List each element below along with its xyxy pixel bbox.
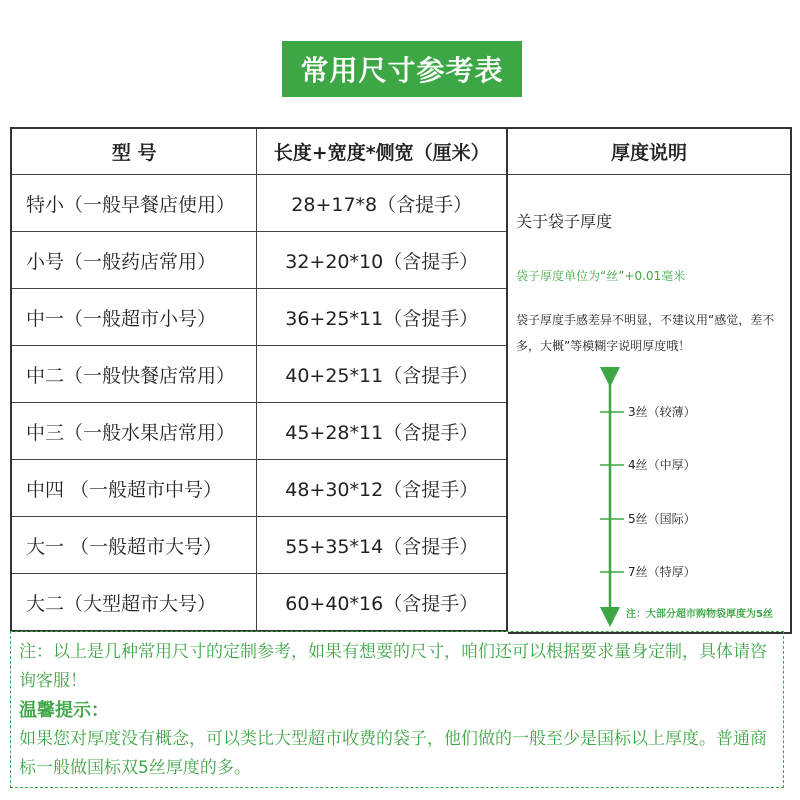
row-model: 特小（一般早餐店使用） bbox=[11, 175, 257, 232]
scale-label: 5丝（国际） bbox=[628, 512, 696, 526]
row-size: 60+40*16（含提手） bbox=[257, 574, 507, 632]
row-model: 大二（大型超市大号） bbox=[11, 574, 257, 632]
scale-label: 7丝（特厚） bbox=[628, 565, 696, 579]
table-row bbox=[11, 574, 507, 632]
remark-tip-body: 如果您对厚度没有概念，可以类比大型超市收费的袋子，他们做的一般至少是国标以上厚度。普通商标一般做国标双5丝厚度的多。 bbox=[19, 729, 767, 778]
remark-box bbox=[10, 631, 784, 788]
table-row bbox=[11, 517, 507, 574]
thickness-scale bbox=[508, 177, 788, 627]
scale-label: 4丝（中厚） bbox=[628, 458, 696, 472]
thickness-panel bbox=[508, 127, 792, 634]
thickness-body: 袋子厚度手感差异不明显，不建议用“感觉，差不多，大概”等模糊字说明厚度哦！ bbox=[516, 313, 775, 353]
table-row bbox=[11, 403, 507, 460]
row-size: 55+35*14（含提手） bbox=[257, 517, 507, 574]
table-row bbox=[11, 175, 507, 232]
header-dimensions: 长度+宽度*侧宽（厘米） bbox=[257, 128, 507, 175]
row-model: 中二（一般快餐店常用） bbox=[11, 346, 257, 403]
table-row bbox=[11, 460, 507, 517]
row-model: 中三（一般水果店常用） bbox=[11, 403, 257, 460]
remark-note: 注：以上是几种常用尺寸的定制参考，如果有想要的尺寸，咱们还可以根据要求量身定制，具体请咨询客服！ bbox=[19, 642, 767, 691]
row-model: 小号（一般药店常用） bbox=[11, 232, 257, 289]
header-model: 型 号 bbox=[11, 128, 257, 175]
row-size: 45+28*11（含提手） bbox=[257, 403, 507, 460]
thickness-unit-note: 袋子厚度单位为“丝”+0.01毫米 bbox=[516, 269, 686, 283]
page-title: 常用尺寸参考表 bbox=[282, 41, 522, 97]
row-size: 28+17*8（含提手） bbox=[257, 175, 507, 232]
row-size: 32+20*10（含提手） bbox=[257, 232, 507, 289]
thickness-header: 厚度说明 bbox=[508, 129, 790, 175]
remark-tip-heading: 温馨提示： bbox=[19, 700, 109, 721]
scale-label: 3丝（较薄） bbox=[628, 405, 696, 419]
thickness-content bbox=[508, 177, 788, 627]
thickness-footnote: 注：大部分超市购物袋厚度为5丝 bbox=[626, 609, 773, 620]
row-size: 48+30*12（含提手） bbox=[257, 460, 507, 517]
row-size: 40+25*11（含提手） bbox=[257, 346, 507, 403]
thickness-heading: 关于袋子厚度 bbox=[516, 212, 613, 231]
table-row bbox=[11, 346, 507, 403]
table-row bbox=[11, 289, 507, 346]
size-table bbox=[10, 127, 508, 632]
row-model: 大一 （一般超市大号） bbox=[11, 517, 257, 574]
table-row bbox=[11, 232, 507, 289]
table-header-row bbox=[11, 128, 507, 175]
row-size: 36+25*11（含提手） bbox=[257, 289, 507, 346]
row-model: 中一（一般超市小号） bbox=[11, 289, 257, 346]
row-model: 中四 （一般超市中号） bbox=[11, 460, 257, 517]
